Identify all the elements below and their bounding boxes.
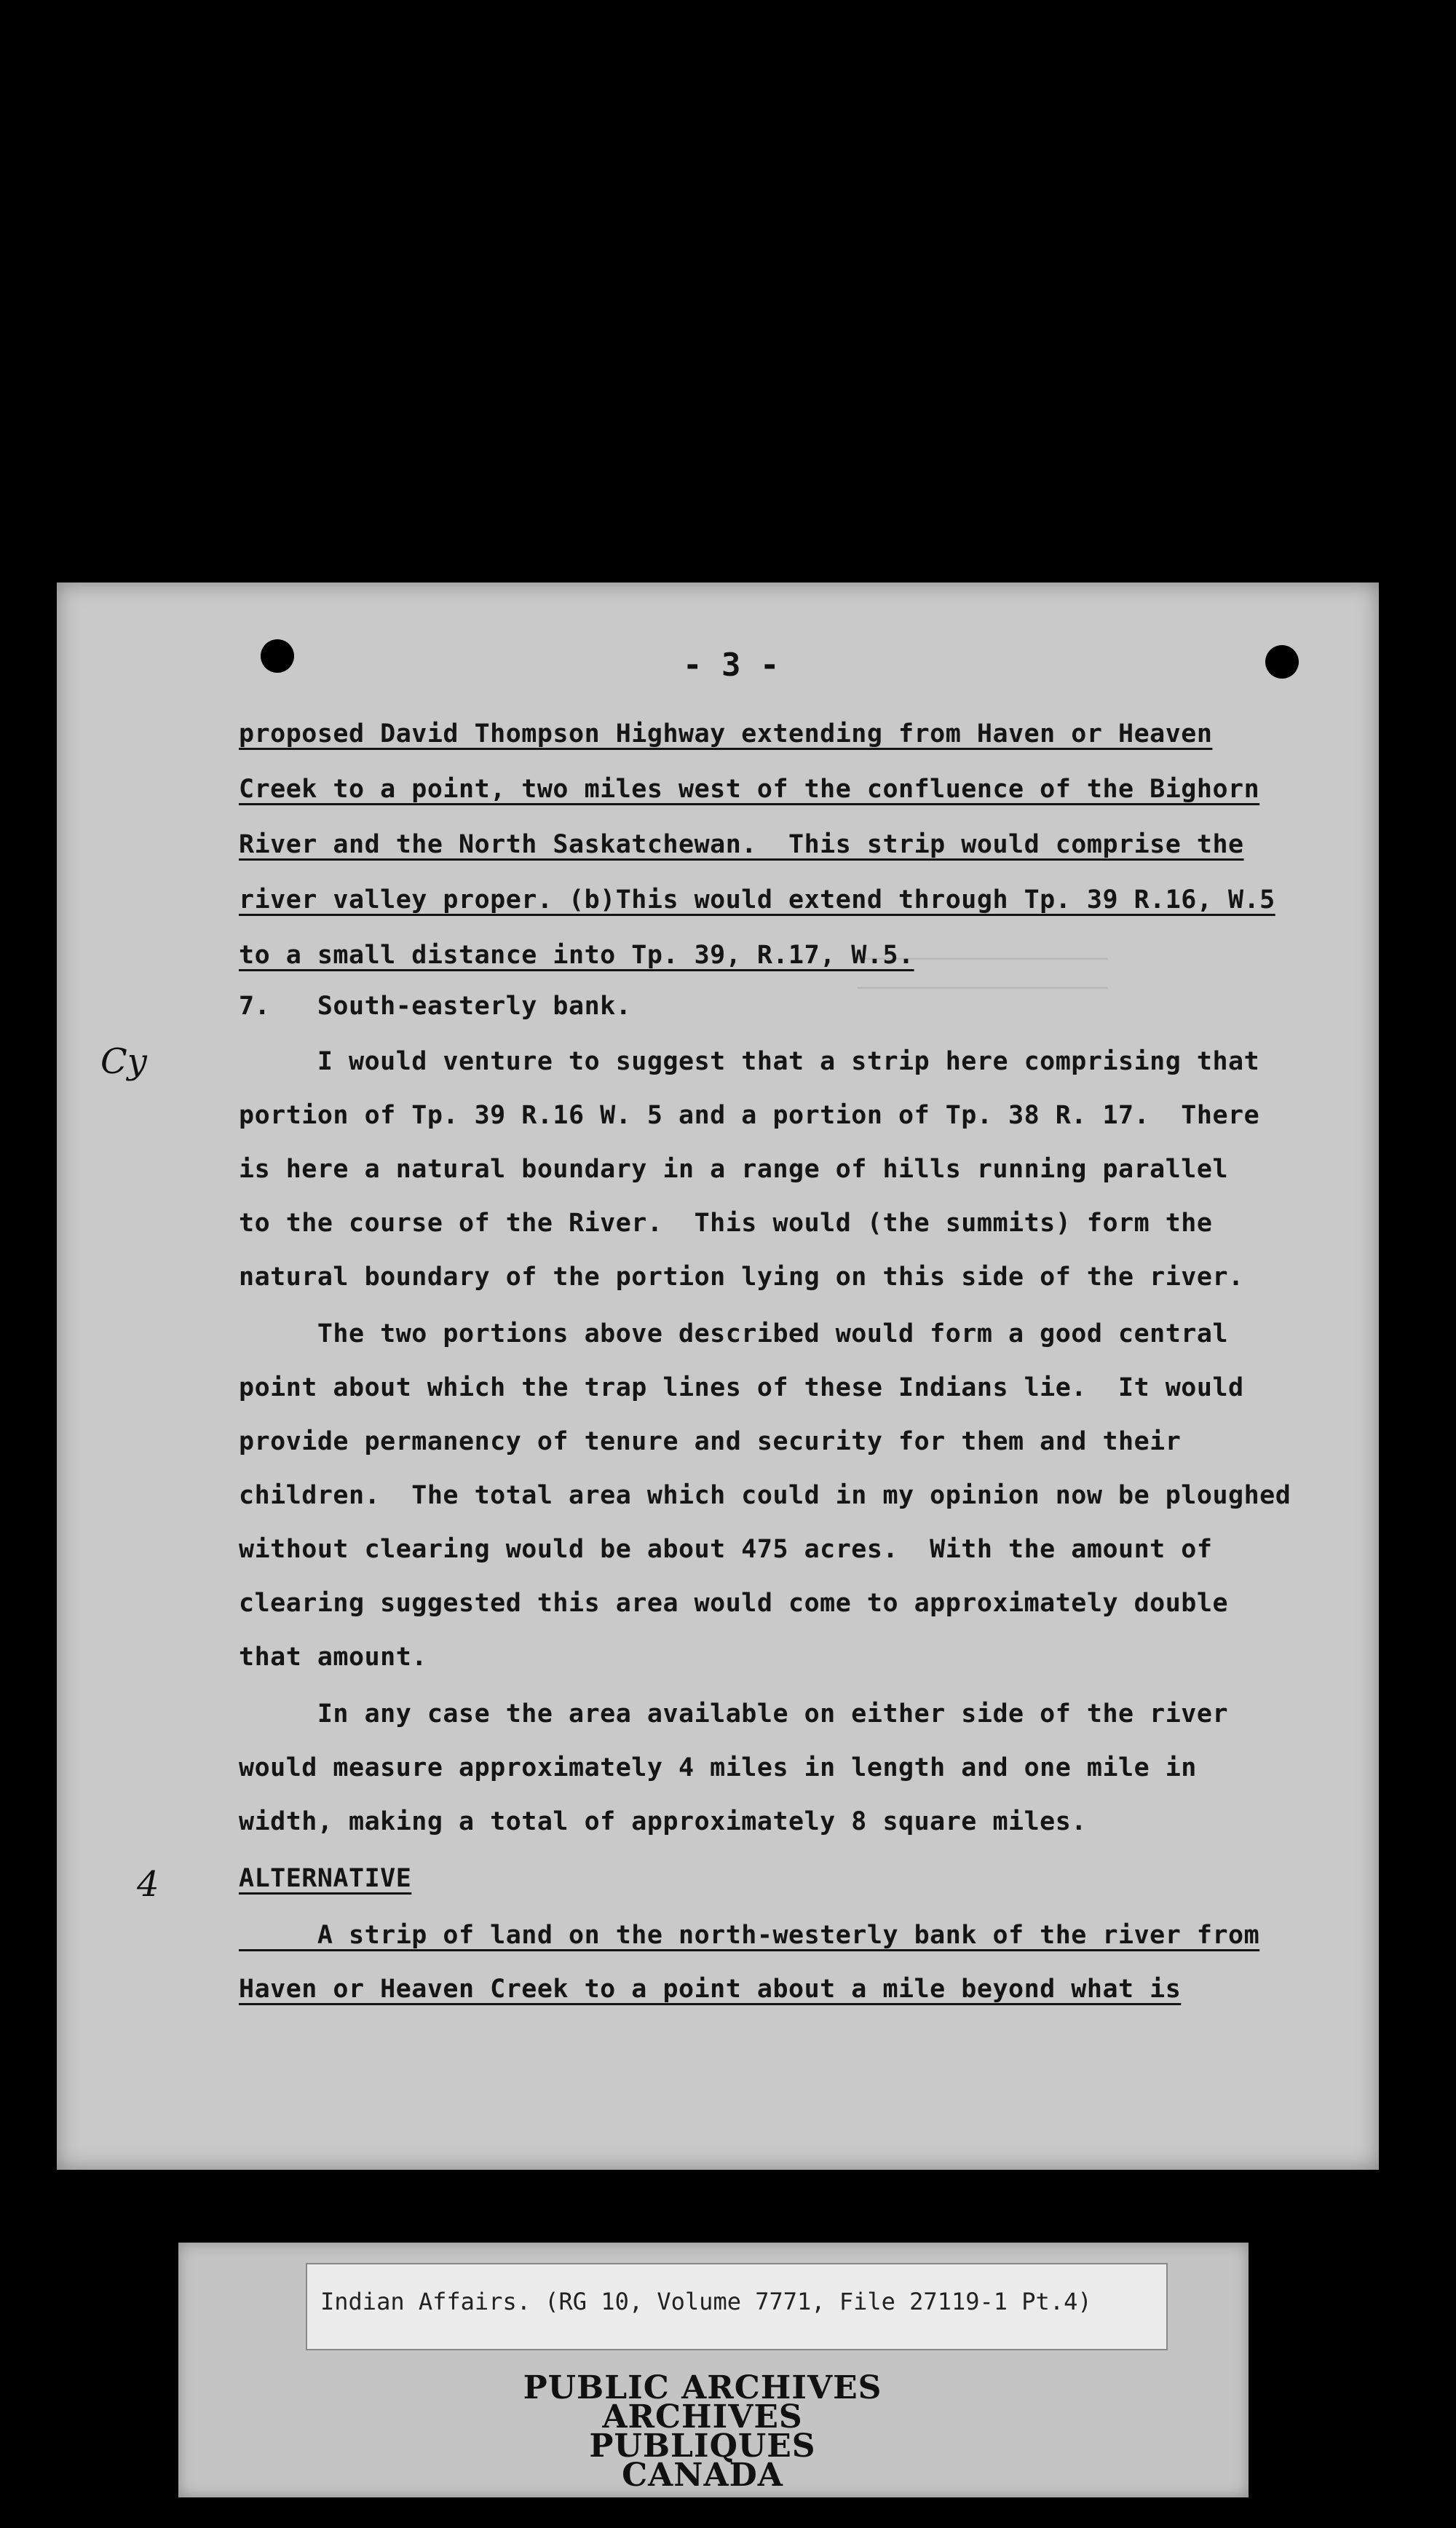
document-page [57, 582, 1379, 2170]
page-number: - 3 - [683, 647, 780, 684]
text-line: The two portions above described would form a good central [239, 1319, 1229, 1348]
stamp-line: PUBLIC ARCHIVES [523, 2369, 882, 2406]
stamp-line: CANADA [622, 2457, 783, 2494]
text-line: without clearing would be about 475 acres. With the amount of [239, 1535, 1213, 1564]
text-line: Haven or Heaven Creek to a point about a mile beyond what is [239, 1975, 1182, 2004]
text-line: natural boundary of the portion lying on this side of the river. [239, 1263, 1244, 1292]
text-line: proposed David Thompson Highway extending from Haven or Heaven [239, 719, 1213, 748]
text-line: width, making a total of approximately 8 square miles. [239, 1807, 1087, 1836]
reference-card [306, 2263, 1168, 2350]
text-line: River and the North Saskatchewan. This strip would comprise the [239, 830, 1244, 859]
archive-footer [178, 2243, 1249, 2497]
margin-annotation: 4 [137, 1864, 159, 1905]
punch-hole-left [261, 639, 294, 673]
text-line: that amount. [239, 1643, 427, 1672]
text-line: clearing suggested this area would come to approximately double [239, 1589, 1229, 1618]
text-line: children. The total area which could in my opinion now be ploughed [239, 1481, 1291, 1510]
text-line: I would venture to suggest that a strip here comprising that [239, 1047, 1260, 1076]
text-line: river valley proper. (b)This would extend through Tp. 39 R.16, W.5 [239, 885, 1275, 915]
text-line: In any case the area available on either side of the river [239, 1699, 1229, 1729]
text-line: 7. South-easterly bank. [239, 992, 632, 1021]
text-line: Creek to a point, two miles west of the confluence of the Bighorn [239, 775, 1260, 804]
margin-annotation: Cy [100, 1041, 147, 1082]
punch-hole-right [1265, 645, 1299, 679]
text-line: provide permanency of tenure and security for them and their [239, 1427, 1182, 1456]
stamp-line: ARCHIVES PUBLIQUES [589, 2398, 816, 2465]
text-line: point about which the trap lines of these Indians lie. It would [239, 1373, 1244, 1402]
bleed-through-text: ─────────────────── [858, 947, 1108, 972]
text-line: would measure approximately 4 miles in length and one mile in [239, 1753, 1197, 1782]
archive-reference: Indian Affairs. (RG 10, Volume 7771, File 27119-1 Pt.4) [320, 2288, 1092, 2315]
section-heading: ALTERNATIVE [239, 1864, 412, 1893]
text-line: to a small distance into Tp. 39, R.17, W.5. [239, 941, 914, 970]
text-line: portion of Tp. 39 R.16 W. 5 and a portion of Tp. 38 R. 17. There [239, 1101, 1260, 1130]
text-line: is here a natural boundary in a range of hills running parallel [239, 1155, 1229, 1184]
bleed-through-text: ─────────────────── [858, 976, 1108, 1001]
text-line: to the course of the River. This would (the summits) form the [239, 1209, 1213, 1238]
archives-stamp [499, 2369, 906, 2494]
text-line: A strip of land on the north-westerly bank of the river from [239, 1921, 1260, 1950]
